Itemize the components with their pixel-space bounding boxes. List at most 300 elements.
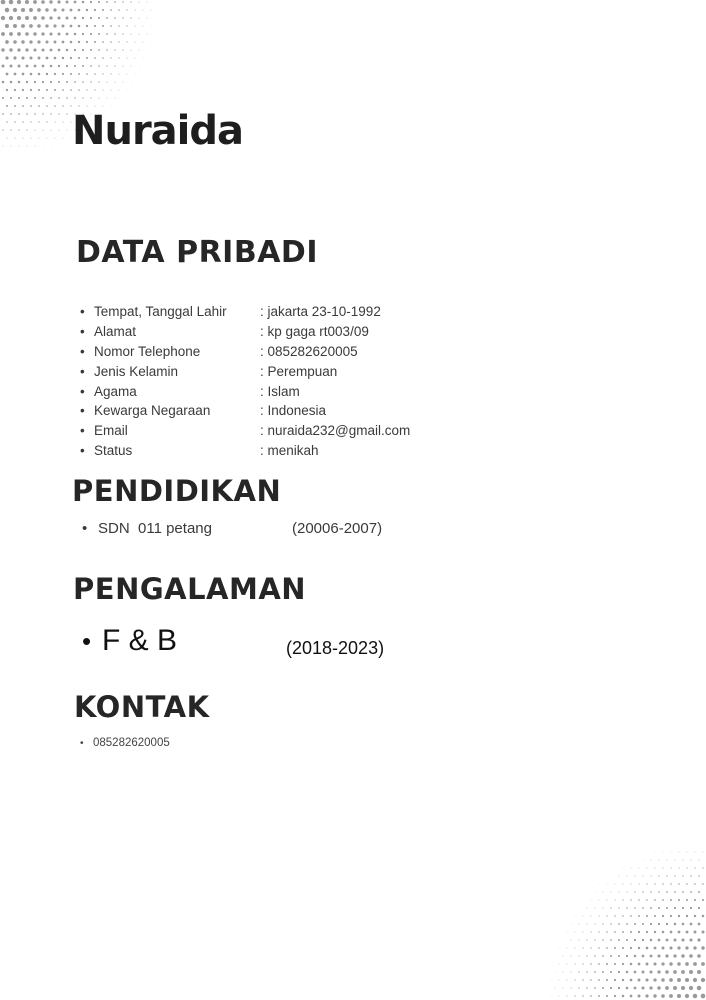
list-item bbox=[82, 624, 385, 658]
halftone-dot bbox=[26, 65, 29, 68]
halftone-dot bbox=[626, 891, 627, 892]
list-item bbox=[80, 342, 358, 362]
halftone-dot bbox=[686, 899, 688, 901]
halftone-dot bbox=[1, 0, 6, 4]
halftone-dot bbox=[594, 939, 595, 940]
halftone-dot bbox=[114, 65, 115, 66]
bullet: • bbox=[80, 738, 84, 749]
halftone-dot bbox=[62, 25, 65, 28]
halftone-dot bbox=[606, 979, 608, 981]
halftone-dot bbox=[614, 899, 615, 900]
field-value: : 085282620005 bbox=[260, 343, 358, 359]
halftone-dot bbox=[22, 73, 25, 76]
halftone-dot bbox=[50, 65, 53, 68]
halftone-dot bbox=[634, 971, 637, 974]
halftone-dot bbox=[590, 963, 592, 965]
halftone-dot bbox=[590, 947, 591, 948]
halftone-dot bbox=[666, 891, 668, 893]
halftone-dot bbox=[619, 892, 620, 893]
halftone-dot bbox=[54, 73, 56, 75]
halftone-dot bbox=[697, 986, 701, 990]
halftone-dot bbox=[571, 956, 572, 957]
halftone-dot bbox=[661, 978, 665, 982]
halftone-dot bbox=[694, 899, 696, 901]
halftone-dot bbox=[563, 988, 564, 989]
halftone-dot bbox=[135, 42, 136, 43]
halftone-dot bbox=[646, 947, 649, 950]
halftone-dot bbox=[62, 73, 64, 75]
halftone-dot bbox=[102, 9, 104, 11]
halftone-dot bbox=[673, 986, 677, 990]
halftone-dot bbox=[122, 49, 123, 50]
halftone-dot bbox=[107, 98, 108, 99]
halftone-dot bbox=[110, 41, 112, 43]
halftone-dot bbox=[611, 876, 612, 877]
halftone-dot bbox=[623, 868, 624, 869]
halftone-dot bbox=[594, 955, 596, 957]
halftone-dot bbox=[29, 8, 33, 12]
halftone-dot bbox=[134, 9, 135, 10]
halftone-dot bbox=[618, 955, 620, 957]
halftone-dot bbox=[143, 58, 144, 59]
halftone-dot bbox=[611, 892, 612, 893]
halftone-dot bbox=[82, 49, 84, 51]
halftone-dot bbox=[647, 868, 648, 869]
halftone-dot bbox=[571, 924, 572, 925]
person-name: Nuraida bbox=[72, 108, 244, 154]
halftone-dot bbox=[33, 48, 36, 51]
halftone-dot bbox=[118, 41, 119, 42]
halftone-dot bbox=[38, 105, 40, 107]
halftone-dot bbox=[54, 89, 56, 91]
halftone-dot bbox=[675, 860, 676, 861]
halftone-dot bbox=[586, 939, 587, 940]
halftone-dot bbox=[670, 915, 672, 917]
halftone-dot bbox=[114, 49, 115, 50]
list-item bbox=[82, 520, 383, 537]
halftone-dot bbox=[127, 74, 128, 75]
halftone-dot bbox=[119, 74, 120, 75]
halftone-dot bbox=[98, 33, 100, 35]
halftone-dot bbox=[34, 97, 36, 99]
halftone-dot bbox=[591, 916, 592, 917]
halftone-dot bbox=[17, 48, 20, 51]
halftone-dot bbox=[582, 995, 583, 996]
halftone-dot bbox=[103, 106, 104, 107]
halftone-dot bbox=[143, 10, 144, 11]
halftone-dot bbox=[98, 1, 100, 3]
halftone-dot bbox=[602, 923, 603, 924]
halftone-dot bbox=[98, 49, 100, 51]
halftone-dot bbox=[614, 963, 616, 965]
halftone-dot bbox=[127, 58, 128, 59]
halftone-dot bbox=[690, 907, 692, 909]
halftone-dot bbox=[54, 41, 57, 44]
halftone-dot bbox=[66, 17, 69, 20]
halftone-dot bbox=[567, 932, 568, 933]
halftone-dot bbox=[58, 65, 60, 67]
halftone-dot bbox=[659, 860, 660, 861]
halftone-dot bbox=[66, 97, 68, 99]
halftone-dot bbox=[22, 89, 24, 91]
halftone-dot bbox=[6, 89, 8, 91]
halftone-dot bbox=[694, 915, 696, 917]
halftone-dot bbox=[58, 81, 60, 83]
field-value: : Indonesia bbox=[260, 403, 327, 419]
halftone-dot bbox=[90, 97, 91, 98]
halftone-dot bbox=[618, 923, 620, 925]
halftone-dot bbox=[630, 915, 632, 917]
halftone-dot bbox=[654, 915, 656, 917]
halftone-dot bbox=[702, 883, 704, 885]
list-item bbox=[80, 362, 338, 382]
halftone-dot bbox=[626, 939, 628, 941]
bullet: • bbox=[80, 403, 85, 419]
halftone-dot bbox=[658, 923, 660, 925]
halftone-dot bbox=[627, 876, 628, 877]
halftone-dot bbox=[634, 923, 636, 925]
halftone-dot bbox=[13, 40, 17, 44]
halftone-dot bbox=[61, 8, 64, 11]
halftone-dot bbox=[94, 57, 96, 59]
halftone-dot bbox=[155, 2, 156, 3]
halftone-dot bbox=[657, 986, 660, 989]
halftone-dot bbox=[683, 860, 684, 861]
halftone-dot bbox=[646, 931, 648, 933]
halftone-dot bbox=[123, 66, 124, 67]
halftone-dot bbox=[626, 987, 629, 990]
halftone-dot bbox=[610, 907, 611, 908]
halftone-dot bbox=[66, 113, 67, 114]
halftone-dot bbox=[139, 34, 140, 35]
halftone-dot bbox=[639, 868, 640, 869]
halftone-dot bbox=[54, 57, 57, 60]
halftone-dot bbox=[622, 931, 624, 933]
halftone-dot bbox=[82, 17, 84, 19]
field-label: Nomor Telephone bbox=[94, 343, 201, 359]
halftone-dot bbox=[18, 97, 20, 99]
halftone-dot bbox=[90, 1, 92, 3]
halftone-dot bbox=[130, 33, 131, 34]
halftone-dot bbox=[118, 57, 119, 58]
halftone-dot bbox=[698, 923, 701, 926]
halftone-dot bbox=[139, 18, 140, 19]
halftone-dot bbox=[674, 907, 676, 909]
list-item bbox=[80, 322, 369, 342]
halftone-dot bbox=[654, 899, 656, 901]
halftone-dot bbox=[17, 16, 21, 20]
section-title-personal-data: DATA PRIBADI bbox=[76, 235, 318, 270]
halftone-dot bbox=[38, 73, 41, 76]
halftone-dot bbox=[54, 121, 55, 122]
halftone-dot bbox=[26, 129, 27, 130]
halftone-dot bbox=[657, 954, 660, 957]
halftone-dot bbox=[35, 146, 36, 147]
halftone-dot bbox=[74, 33, 77, 36]
halftone-dot bbox=[62, 41, 65, 44]
halftone-dot bbox=[622, 979, 624, 981]
halftone-dot bbox=[645, 978, 648, 981]
halftone-dot bbox=[86, 25, 88, 27]
halftone-dot bbox=[10, 81, 13, 84]
halftone-dot bbox=[638, 931, 640, 933]
halftone-dot bbox=[670, 867, 671, 868]
halftone-dot bbox=[34, 81, 36, 83]
halftone-dot bbox=[701, 978, 705, 982]
halftone-dot bbox=[70, 9, 73, 12]
halftone-dot bbox=[9, 32, 13, 36]
halftone-dot bbox=[594, 971, 596, 973]
halftone-dot bbox=[82, 81, 84, 83]
halftone-dot bbox=[687, 852, 688, 853]
halftone-dot bbox=[595, 908, 596, 909]
halftone-dot bbox=[90, 17, 92, 19]
halftone-dot bbox=[678, 867, 679, 868]
halftone-dot bbox=[41, 0, 45, 4]
halftone-dot bbox=[634, 891, 635, 892]
halftone-dot bbox=[698, 907, 700, 909]
halftone-dot bbox=[646, 963, 649, 966]
list-item bbox=[80, 737, 170, 749]
halftone-dot bbox=[634, 955, 637, 958]
halftone-dot bbox=[634, 907, 636, 909]
halftone-dot bbox=[50, 49, 53, 52]
halftone-dot bbox=[691, 860, 692, 861]
halftone-dot bbox=[118, 9, 120, 11]
halftone-dot bbox=[571, 940, 572, 941]
halftone-dot bbox=[682, 891, 684, 893]
halftone-dot bbox=[110, 73, 111, 74]
halftone-dot bbox=[63, 138, 64, 139]
halftone-dot bbox=[53, 24, 56, 27]
halftone-dot bbox=[46, 105, 48, 107]
halftone-dot bbox=[559, 996, 560, 997]
halftone-dot bbox=[598, 963, 600, 965]
halftone-dot bbox=[94, 89, 95, 90]
halftone-dot bbox=[685, 994, 689, 998]
halftone-dot bbox=[21, 40, 24, 43]
halftone-dot bbox=[579, 908, 580, 909]
halftone-dot bbox=[18, 81, 21, 84]
halftone-dot bbox=[595, 892, 596, 893]
halftone-dot bbox=[66, 33, 69, 36]
halftone-dot bbox=[53, 8, 56, 11]
halftone-dot bbox=[27, 146, 28, 147]
halftone-dot bbox=[677, 962, 681, 966]
halftone-dot bbox=[653, 962, 656, 965]
halftone-dot bbox=[127, 90, 128, 91]
halftone-dot bbox=[14, 105, 16, 107]
halftone-dot bbox=[37, 8, 41, 12]
halftone-dot bbox=[610, 939, 612, 941]
halftone-dot bbox=[662, 915, 664, 917]
halftone-dot bbox=[638, 883, 639, 884]
halftone-dot bbox=[51, 146, 52, 147]
halftone-dot bbox=[42, 65, 45, 68]
halftone-dot bbox=[45, 24, 48, 27]
halftone-dot bbox=[62, 57, 64, 59]
halftone-dot bbox=[685, 962, 689, 966]
list-item bbox=[80, 401, 327, 421]
halftone-dot bbox=[1, 16, 5, 20]
halftone-dot bbox=[43, 146, 44, 147]
halftone-dot bbox=[673, 970, 677, 974]
bullet: • bbox=[80, 423, 85, 439]
halftone-dot bbox=[582, 947, 583, 948]
halftone-dot bbox=[641, 986, 644, 989]
halftone-dot bbox=[575, 932, 576, 933]
halftone-dot bbox=[26, 81, 28, 83]
contact-list bbox=[80, 737, 170, 749]
halftone-dot bbox=[94, 9, 96, 11]
experience-list bbox=[82, 624, 385, 658]
halftone-dot bbox=[563, 972, 564, 973]
halftone-dot bbox=[702, 867, 703, 868]
halftone-dot bbox=[551, 980, 552, 981]
halftone-dot bbox=[66, 49, 69, 52]
halftone-dot bbox=[658, 907, 660, 909]
field-label: Alamat bbox=[94, 323, 137, 339]
halftone-dot bbox=[677, 978, 681, 982]
section-title-contact: KONTAK bbox=[74, 690, 210, 724]
halftone-dot bbox=[702, 915, 705, 918]
halftone-dot bbox=[151, 42, 152, 43]
halftone-dot bbox=[139, 50, 140, 51]
halftone-dot bbox=[642, 971, 645, 974]
halftone-dot bbox=[610, 971, 612, 973]
halftone-dot bbox=[682, 923, 685, 926]
halftone-dot bbox=[58, 113, 59, 114]
halftone-dot bbox=[18, 113, 20, 115]
halftone-dot bbox=[678, 899, 680, 901]
halftone-dot bbox=[614, 995, 616, 997]
halftone-dot bbox=[622, 915, 624, 917]
halftone-dot bbox=[622, 963, 624, 965]
halftone-dot bbox=[689, 986, 693, 990]
halftone-dot bbox=[62, 105, 63, 106]
halftone-dot bbox=[78, 89, 80, 91]
halftone-dot bbox=[650, 923, 652, 925]
halftone-dot bbox=[697, 970, 701, 974]
halftone-dot bbox=[563, 940, 564, 941]
halftone-dot bbox=[114, 33, 116, 35]
halftone-dot bbox=[25, 48, 28, 51]
halftone-dot bbox=[586, 971, 587, 972]
halftone-dot bbox=[673, 954, 676, 957]
halftone-dot bbox=[147, 34, 148, 35]
halftone-dot bbox=[602, 971, 604, 973]
halftone-dot bbox=[38, 121, 39, 122]
halftone-dot bbox=[642, 891, 643, 892]
halftone-dot bbox=[122, 1, 123, 2]
halftone-dot bbox=[95, 106, 96, 107]
halftone-dot bbox=[674, 891, 676, 893]
halftone-dot bbox=[126, 9, 127, 10]
halftone-dot bbox=[618, 971, 620, 973]
halftone-dot bbox=[3, 146, 4, 147]
halftone-dot bbox=[602, 939, 604, 941]
halftone-dot bbox=[22, 105, 24, 107]
bullet: • bbox=[82, 626, 92, 656]
halftone-dot bbox=[147, 50, 148, 51]
halftone-dot bbox=[31, 138, 32, 139]
halftone-dot bbox=[86, 105, 87, 106]
halftone-dot bbox=[590, 979, 592, 981]
halftone-dot bbox=[638, 995, 641, 998]
halftone-dot bbox=[33, 16, 37, 20]
halftone-dot bbox=[643, 860, 644, 861]
halftone-dot bbox=[655, 852, 656, 853]
halftone-dot bbox=[622, 899, 623, 900]
halftone-dot bbox=[631, 868, 632, 869]
halftone-dot bbox=[694, 867, 695, 868]
halftone-dot bbox=[622, 947, 624, 949]
halftone-dot bbox=[147, 18, 148, 19]
halftone-dot bbox=[5, 8, 9, 12]
halftone-dot bbox=[619, 876, 620, 877]
halftone-dot bbox=[693, 978, 697, 982]
halftone-dot bbox=[586, 955, 587, 956]
halftone-dot bbox=[666, 939, 669, 942]
halftone-dot bbox=[51, 130, 52, 131]
halftone-dot bbox=[567, 980, 568, 981]
halftone-dot bbox=[119, 90, 120, 91]
halftone-dot bbox=[34, 129, 35, 130]
field-value: : nuraida232@gmail.com bbox=[260, 423, 411, 439]
halftone-dot bbox=[34, 113, 36, 115]
halftone-dot bbox=[665, 954, 668, 957]
halftone-dot bbox=[618, 939, 620, 941]
halftone-dot bbox=[34, 65, 37, 68]
halftone-dot bbox=[681, 938, 684, 941]
halftone-dot bbox=[682, 907, 684, 909]
halftone-dot bbox=[661, 962, 664, 965]
halftone-dot bbox=[583, 932, 584, 933]
halftone-dot bbox=[42, 81, 44, 83]
halftone-dot bbox=[26, 113, 28, 115]
halftone-dot bbox=[622, 995, 625, 998]
halftone-dot bbox=[82, 33, 84, 35]
halftone-dot bbox=[669, 978, 673, 982]
halftone-dot bbox=[86, 9, 88, 11]
halftone-dot bbox=[42, 113, 43, 114]
halftone-dot bbox=[662, 883, 663, 884]
halftone-dot bbox=[681, 986, 685, 990]
halftone-dot bbox=[666, 875, 667, 876]
halftone-dot bbox=[17, 0, 21, 4]
halftone-dot bbox=[78, 41, 80, 43]
halftone-dot bbox=[62, 89, 64, 91]
halftone-dot bbox=[86, 73, 88, 75]
halftone-dot bbox=[574, 979, 575, 980]
halftone-dot bbox=[123, 82, 124, 83]
halftone-dot bbox=[579, 940, 580, 941]
halftone-dot bbox=[17, 32, 21, 36]
halftone-dot bbox=[602, 907, 603, 908]
halftone-dot bbox=[143, 26, 144, 27]
halftone-dot bbox=[699, 860, 700, 861]
halftone-dot bbox=[49, 32, 52, 35]
halftone-dot bbox=[2, 81, 5, 84]
halftone-dot bbox=[102, 25, 104, 27]
halftone-dot bbox=[665, 970, 668, 973]
halftone-dot bbox=[606, 963, 608, 965]
halftone-dot bbox=[18, 129, 19, 130]
halftone-dot bbox=[658, 939, 661, 942]
halftone-dot bbox=[626, 971, 629, 974]
halftone-dot bbox=[114, 17, 116, 19]
halftone-dot bbox=[642, 923, 644, 925]
